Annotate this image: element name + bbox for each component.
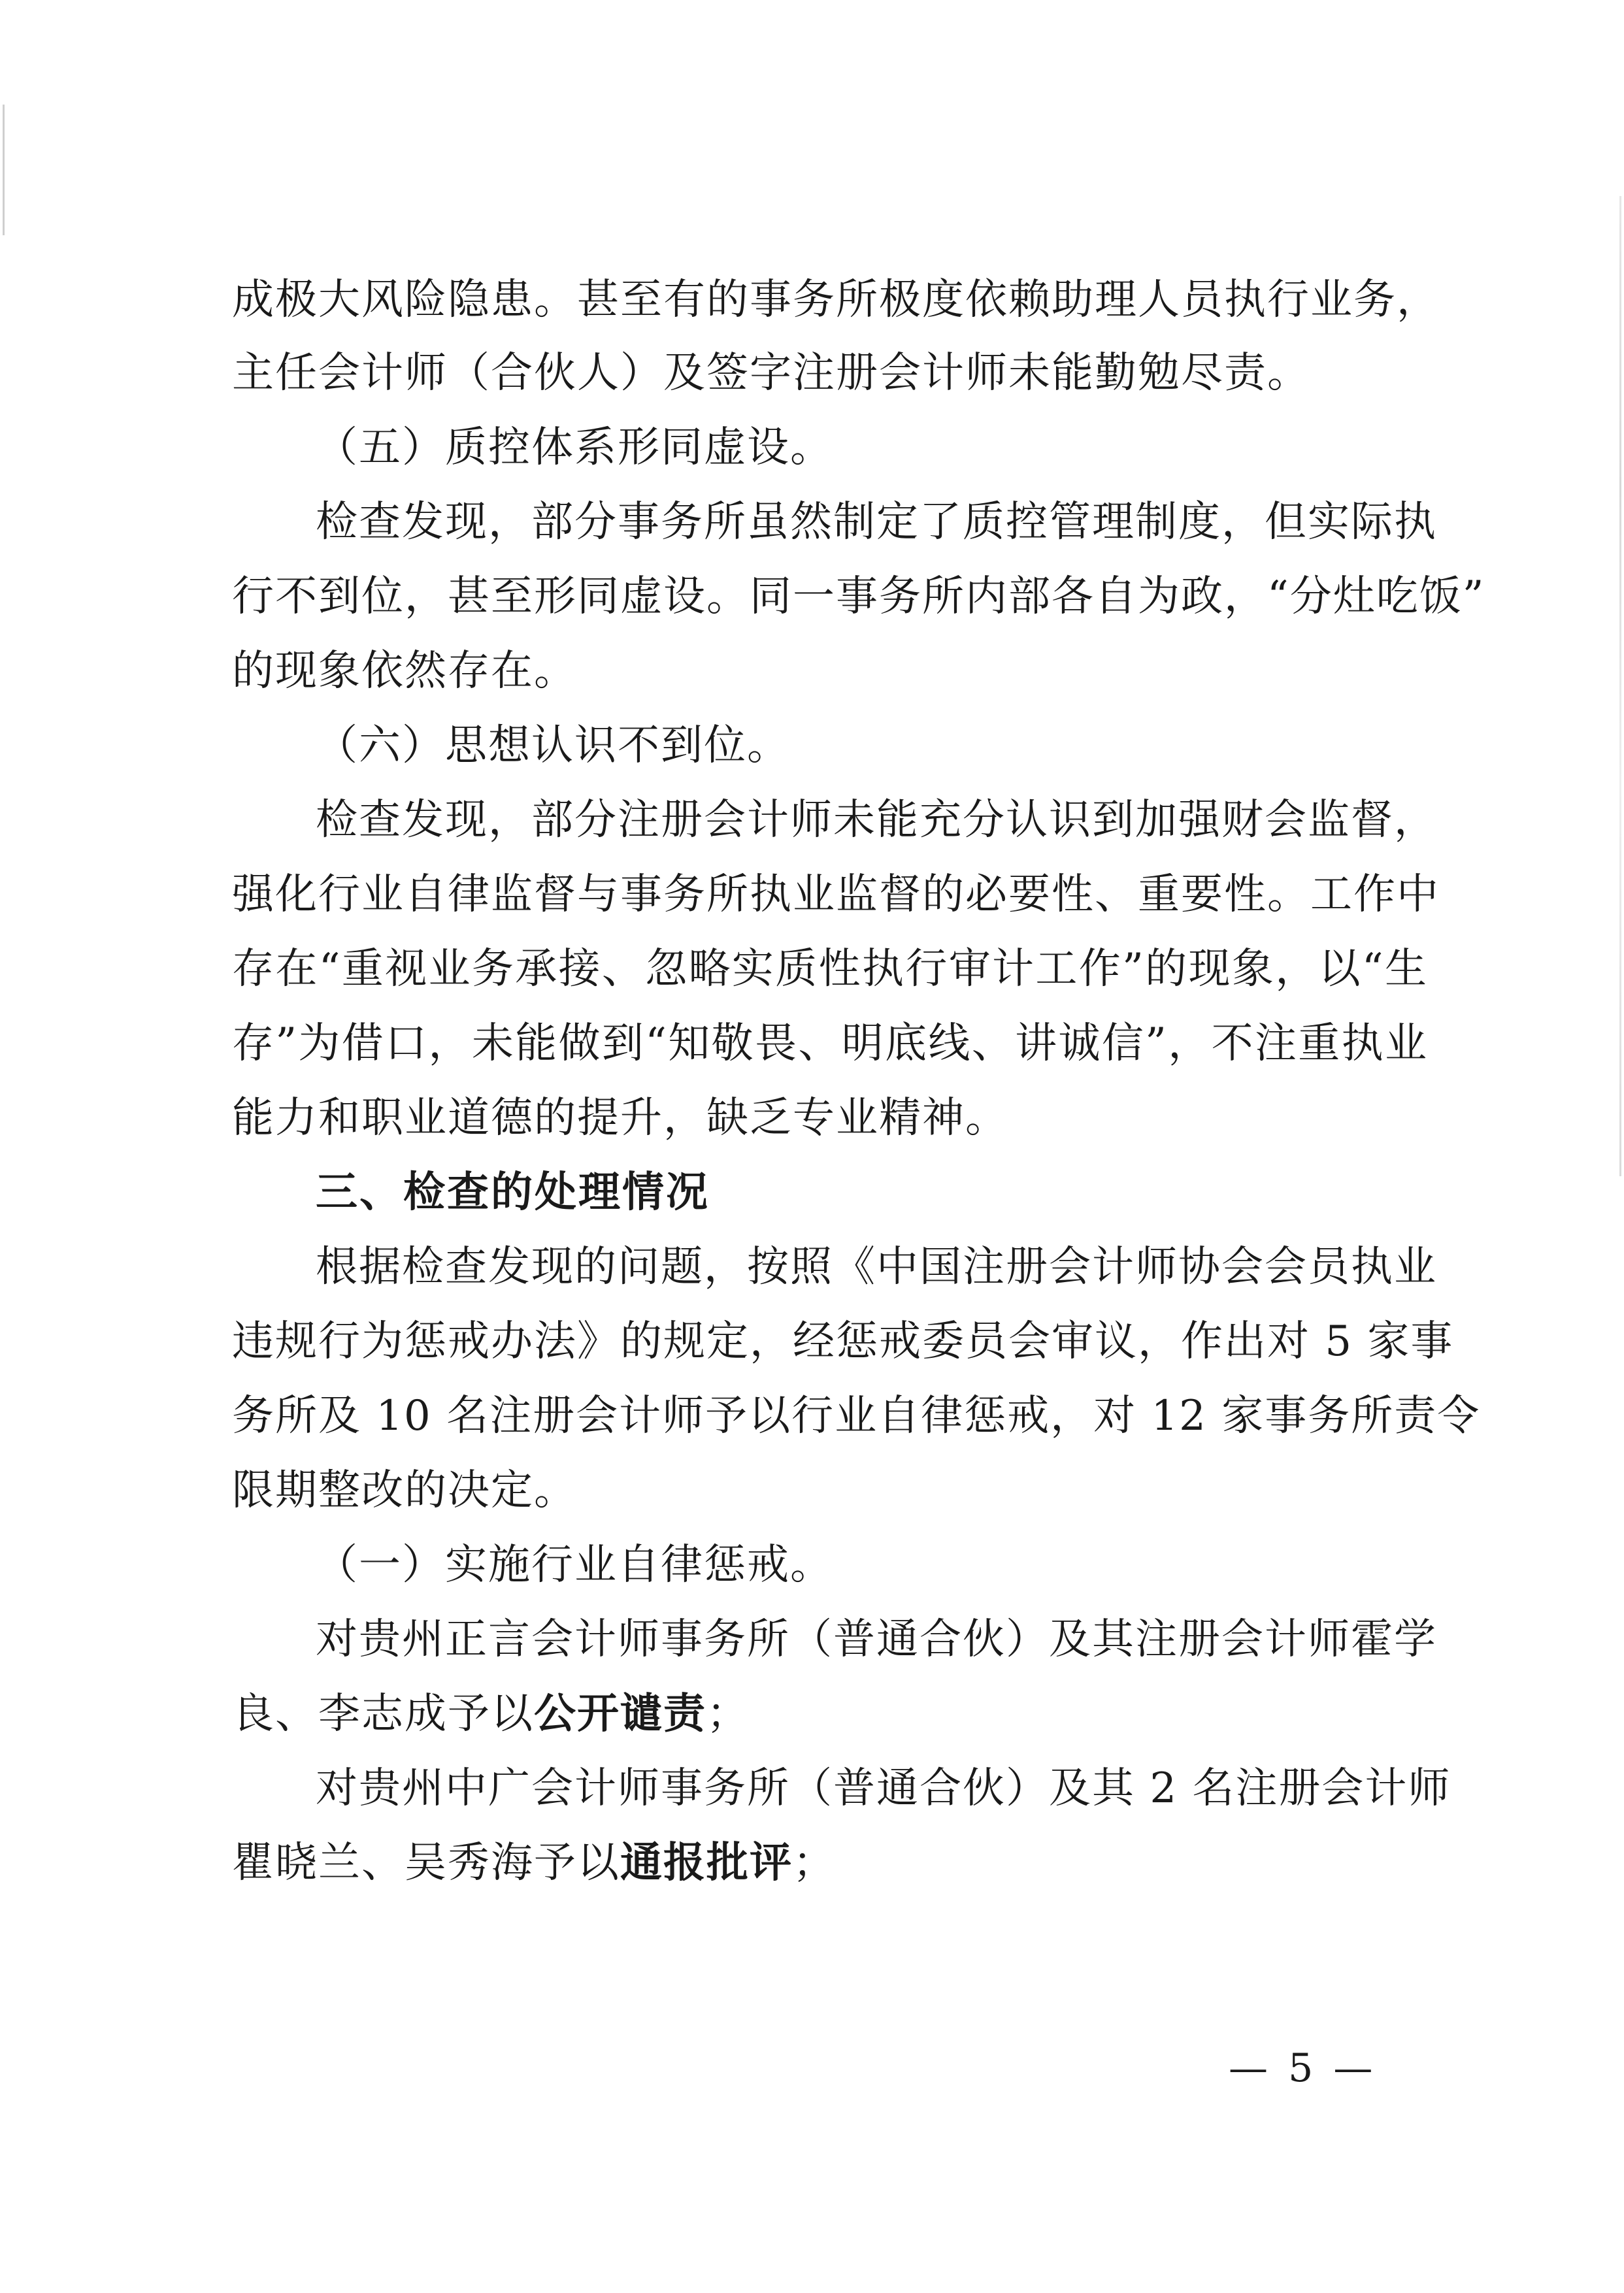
body-line: 根据检查发现的问题，按照《中国注册会计师协会会员执业 [316, 1243, 1437, 1291]
body-line: 能力和职业道德的提升，缺乏专业精神。 [232, 1094, 1008, 1142]
subheading-6: （六）思想认识不到位。 [316, 721, 790, 770]
subheading-1: （一）实施行业自律惩戒。 [316, 1541, 833, 1589]
body-line: 限期整改的决定。 [232, 1466, 577, 1515]
body-line: 对贵州正言会计师事务所（普通合伙）及其注册会计师霍学 [316, 1615, 1437, 1664]
body-text: 良、李志成予以 [232, 1690, 534, 1738]
section-heading: 三、检查的处理情况 [316, 1168, 710, 1217]
penalty-public-censure: 公开谴责 [534, 1690, 706, 1738]
body-line: 务所及 10 名注册会计师予以行业自律惩戒，对 12 家事务所责令 [232, 1392, 1481, 1440]
body-text: ； [793, 1839, 836, 1887]
body-line: 对贵州中广会计师事务所（普通合伙）及其 2 名注册会计师 [316, 1764, 1451, 1813]
body-line: 行不到位，甚至形同虚设。同一事务所内部各自为政，“分灶吃饭” [232, 572, 1485, 621]
body-text: 瞿晓兰、吴秀海予以 [232, 1839, 620, 1887]
subheading-5: （五）质控体系形同虚设。 [316, 423, 833, 472]
body-line: 存在“重视业务承接、忽略实质性执行审计工作”的现象，以“生 [232, 945, 1428, 993]
body-line: 的现象依然存在。 [232, 647, 577, 695]
body-line: 检查发现，部分注册会计师未能充分认识到加强财会监督， [316, 796, 1437, 844]
body-line: 违规行为惩戒办法》的规定，经惩戒委员会审议，作出对 5 家事 [232, 1317, 1454, 1366]
scan-edge [3, 105, 5, 235]
body-line: 存”为借口，未能做到“知敬畏、明底线、讲诚信”，不注重执业 [232, 1019, 1428, 1068]
body-line: 主任会计师（合伙人）及签字注册会计师未能勤勉尽责。 [232, 349, 1310, 397]
body-line [232, 1834, 1428, 1892]
body-line: 检查发现，部分事务所虽然制定了质控管理制度，但实际执 [316, 498, 1437, 546]
body-line [232, 1685, 1428, 1743]
body-line: 成极大风险隐患。甚至有的事务所极度依赖助理人员执行业务， [232, 276, 1440, 324]
scan-edge [1619, 196, 1621, 1176]
body-line: 强化行业自律监督与事务所执业监督的必要性、重要性。工作中 [232, 870, 1440, 919]
penalty-circulated-criticism: 通报批评 [620, 1839, 793, 1887]
page-number: — 5 — [1229, 2045, 1377, 2091]
body-text: ； [706, 1690, 750, 1738]
